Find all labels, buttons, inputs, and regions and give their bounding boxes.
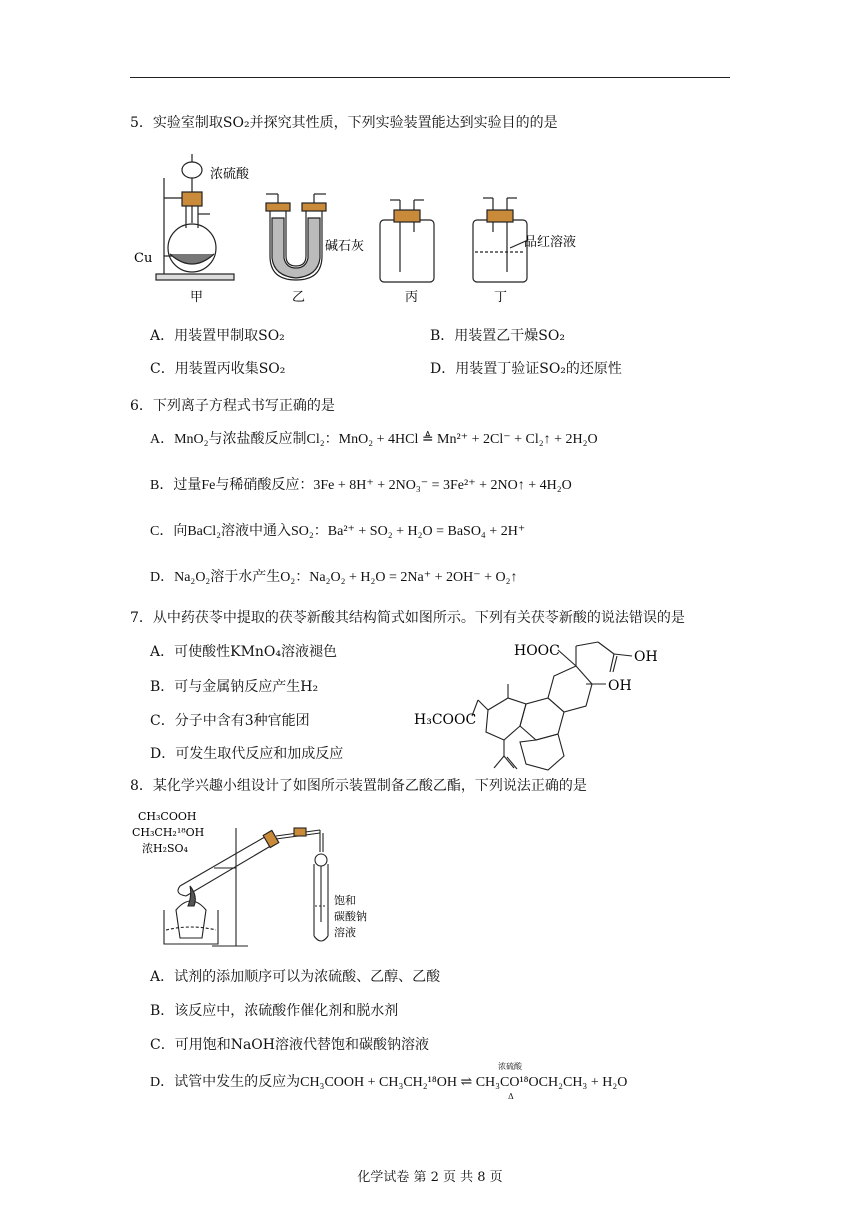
q8-option-b: B．该反应中，浓硫酸作催化剂和脱水剂 (150, 1003, 399, 1019)
q5-apparatus-figure (128, 148, 577, 308)
label-conc-sulfuric-acid: 浓硫酸 (210, 167, 250, 182)
label-soda-lime: 碱石灰 (325, 239, 365, 254)
q7-option-d: D．可发生取代反应和加成反应 (150, 746, 344, 762)
label-h3cooc: H₃COOC (414, 712, 477, 728)
caption-yi: 乙 (292, 290, 306, 305)
label-saturated: 饱和 (334, 894, 356, 907)
q7-option-a: A．可使酸性KMnO₄溶液褪色 (150, 644, 338, 660)
q5-option-d: D．用装置丁验证SO₂的还原性 (430, 361, 622, 377)
q5-option-c: C．用装置丙收集SO₂ (150, 361, 286, 377)
caption-ding: 丁 (494, 290, 508, 305)
label-pinkred-solution: 品红溶液 (524, 235, 577, 250)
label-cu: Cu (134, 251, 153, 266)
q6-option-a: A．MnO₂与浓盐酸反应制Cl₂：MnO₂ + 4HCl ≜ Mn²⁺ + 2Cl⁻ + Cl₂↑ + 2H₂O (150, 432, 598, 447)
q8-d-condition-top: 浓硫酸 (498, 1062, 522, 1071)
q6-option-c: C．向BaCl₂溶液中通入SO₂：Ba²⁺ + SO₂ + H₂O = BaSO₄ + 2H⁺ (150, 524, 526, 539)
label-sodium-carbonate: 碳酸钠 (334, 910, 367, 923)
q7-option-b: B．可与金属钠反应产生H₂ (150, 679, 319, 695)
label-conc-h2so4: 浓H₂SO₄ (142, 842, 188, 855)
label-oh-top: OH (634, 649, 658, 665)
label-ch3cooh: CH₃COOH (138, 810, 197, 823)
caption-bing: 丙 (405, 290, 419, 305)
q8-option-d: D．试管中发生的反应为CH₃COOH + CH₃CH₂¹⁸OH ⇌ CH₃CO¹⁸OCH₂CH₃ + H₂O (150, 1075, 628, 1090)
question-8-stem: 8．某化学兴趣小组设计了如图所示装置制备乙酸乙酯，下列说法正确的是 (130, 778, 587, 794)
label-hooc: HOOC (514, 643, 560, 659)
question-7-stem: 7．从中药茯苓中提取的茯苓新酸其结构简式如图所示。下列有关茯苓新酸的说法错误的是 (130, 610, 685, 626)
label-solution: 溶液 (334, 926, 356, 939)
q8-d-condition-bottom: Δ (508, 1092, 514, 1101)
q8-option-a: A．试剂的添加顺序可以为浓硫酸、乙醇、乙酸 (150, 969, 441, 985)
header-rule (130, 77, 730, 78)
q8-option-c: C．可用饱和NaOH溶液代替饱和碳酸钠溶液 (150, 1037, 429, 1053)
label-ethanol-18o: CH₃CH₂¹⁸OH (132, 826, 205, 839)
q8-apparatus-figure (128, 806, 408, 956)
question-5-stem: 5．实验室制取SO₂并探究其性质，下列实验装置能达到实验目的的是 (130, 115, 558, 131)
q7-structure-figure (410, 636, 670, 776)
page-footer: 化学试卷 第 2 页 共 8 页 (357, 1170, 503, 1185)
q6-option-d: D．Na₂O₂溶于水产生O₂：Na₂O₂ + H₂O = 2Na⁺ + 2OH⁻ + O₂↑ (150, 570, 518, 585)
label-oh-ring: OH (608, 678, 632, 694)
question-6-stem: 6．下列离子方程式书写正确的是 (130, 398, 335, 414)
q5-option-a: A．用装置甲制取SO₂ (150, 328, 285, 344)
q6-option-b: B．过量Fe与稀硝酸反应：3Fe + 8H⁺ + 2NO₃⁻ = 3Fe²⁺ + 2NO↑ + 4H₂O (150, 478, 572, 493)
q5-option-b: B．用装置乙干燥SO₂ (430, 328, 565, 344)
caption-jia: 甲 (190, 290, 204, 305)
q7-option-c: C．分子中含有3种官能团 (150, 713, 310, 729)
